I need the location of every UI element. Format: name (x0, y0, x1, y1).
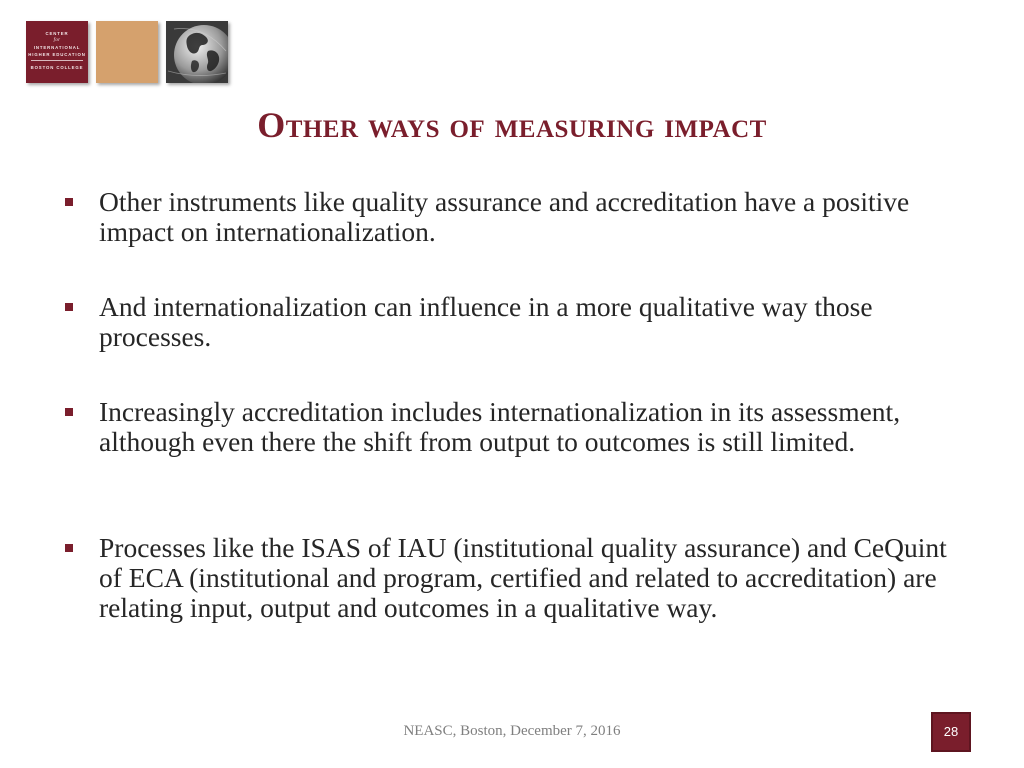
cihe-logo-line: CENTER (45, 31, 69, 36)
square-bullet-icon (65, 408, 73, 416)
square-bullet-icon (65, 198, 73, 206)
cihe-logo-line: HIGHER EDUCATION (28, 52, 86, 57)
page-number: 28 (931, 712, 971, 752)
cihe-logo-line: BOSTON COLLEGE (30, 65, 84, 70)
bullet-text: Processes like the ISAS of IAU (institutional quality assurance) and CeQuint of ECA (institutional and program, certified and related to accreditation) are relating input, output and outcomes in a qualitative way. (99, 532, 947, 623)
bullet-text: And internationalization can influence in a more qualitative way those processes. (99, 291, 873, 352)
bullet-text: Increasingly accreditation includes internationalization in its assessment, although even there the shift from output to outcomes is still limited. (99, 396, 901, 457)
slide-title: Other ways of measuring impact (257, 105, 767, 145)
cihe-logo-line: for (53, 38, 61, 43)
footer-text: NEASC, Boston, December 7, 2016 (403, 723, 621, 739)
square-bullet-icon (65, 544, 73, 552)
globe-icon (166, 21, 228, 83)
cihe-logo-rule (31, 60, 83, 61)
globe-logo (166, 21, 228, 83)
bullet-text: Other instruments like quality assurance and accreditation have a positive impact on internationalization. (99, 186, 910, 247)
square-bullet-icon (65, 303, 73, 311)
tan-logo (96, 21, 158, 83)
cihe-logo-line: INTERNATIONAL (33, 45, 81, 50)
cihe-logo (26, 21, 88, 83)
